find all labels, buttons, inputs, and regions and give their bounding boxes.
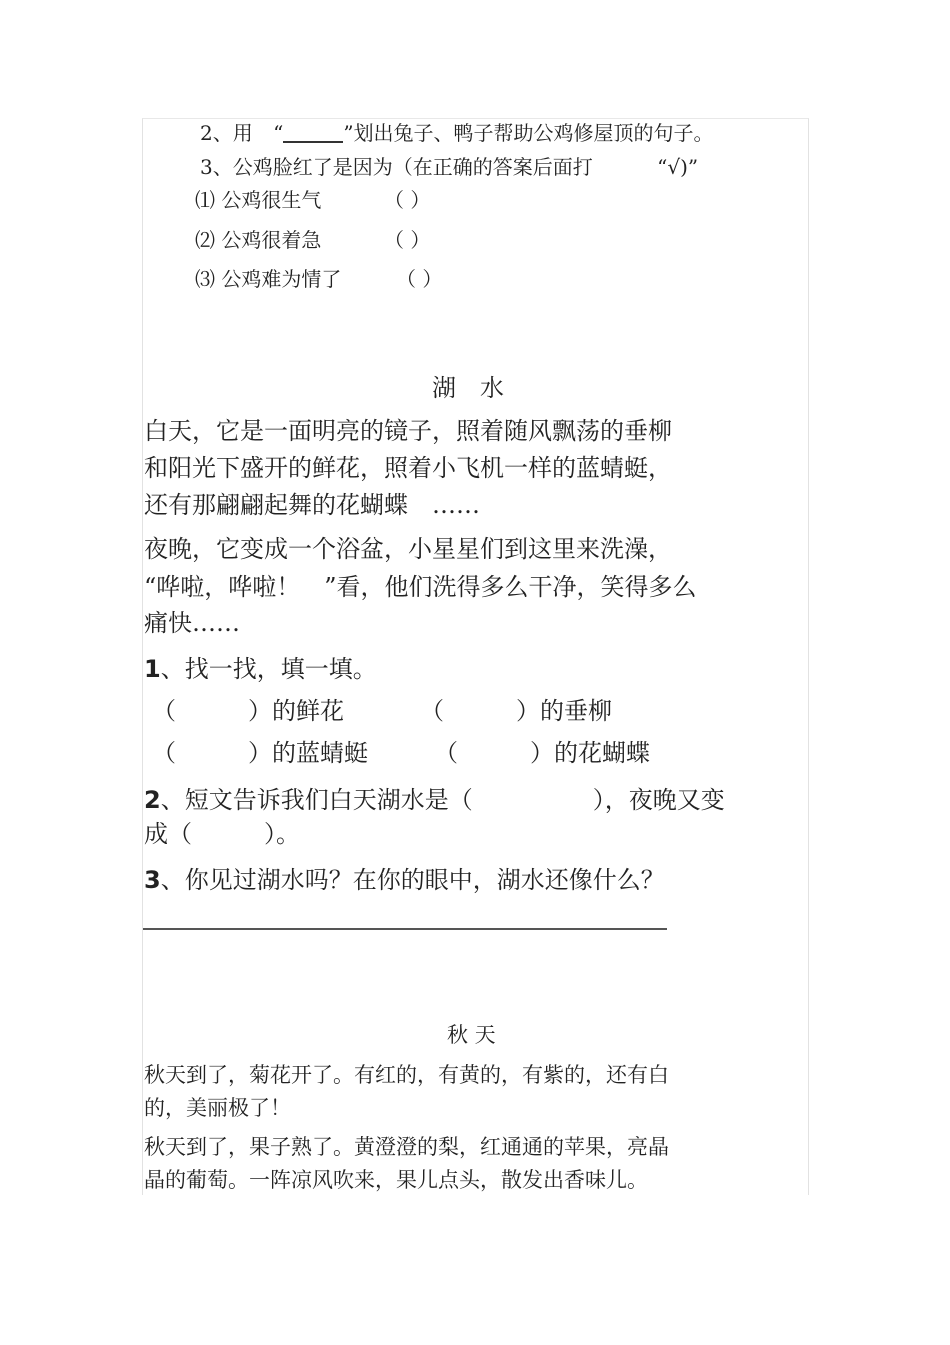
q2-open-quote: “ [273, 121, 284, 145]
question-number: 1 [144, 655, 161, 683]
option-2-paren[interactable]: （ ） [384, 228, 431, 252]
lake-para1-line1: 白天，它是一面明亮的镜子，照着随风飘荡的垂柳 [144, 417, 672, 445]
q2-prefix: 2、用 [200, 121, 253, 145]
fill-blank-4[interactable]: （ ）的花蝴蝶 [434, 739, 650, 767]
option-number: ⑵ [195, 228, 215, 252]
autumn-para2-line1: 秋天到了，果子熟了。黄澄澄的梨，红通通的苹果，亮晶 [144, 1135, 669, 1159]
question-3 [200, 157, 698, 177]
option-2 [195, 230, 321, 250]
option-1-paren[interactable]: （ ） [384, 188, 431, 212]
lake-question-3 [144, 868, 665, 892]
lake-question-2-line2: 成（ ）。 [144, 820, 300, 848]
question-number: 2 [144, 786, 161, 814]
lake-para1-line3: 还有那翩翩起舞的花蝴蝶 …… [144, 491, 480, 519]
option-3-paren[interactable]: （ ） [396, 267, 443, 291]
q2-close-quote: ” [343, 121, 354, 145]
question-2 [200, 123, 714, 143]
q3-check-mark: “√)” [657, 155, 699, 179]
answer-line[interactable] [143, 928, 667, 930]
autumn-para1-line1: 秋天到了，菊花开了。有红的，有黄的，有紫的，还有白 [144, 1063, 669, 1087]
lake-para2-line2: “哗啦，哗啦！ ”看，他们洗得多么干净，笑得多么 [144, 573, 697, 601]
autumn-para1-line2: 的，美丽极了！ [144, 1096, 291, 1120]
autumn-title: 秋 天 [447, 1023, 496, 1047]
q3-text: 3、公鸡脸红了是因为（在正确的答案后面打 [200, 155, 593, 179]
option-3 [195, 269, 341, 289]
option-text: 公鸡很着急 [221, 228, 322, 252]
fill-blank-1[interactable]: （ ）的鲜花 [152, 697, 344, 725]
option-text: 公鸡难为情了 [221, 267, 342, 291]
lake-para2-line1: 夜晚，它变成一个浴盆，小星星们到这里来洗澡， [144, 535, 672, 563]
lake-para2-line3: 痛快…… [144, 609, 240, 637]
lake-question-2 [144, 788, 725, 812]
question-text: 、短文告诉我们白天湖水是（ ），夜晚又变 [160, 786, 725, 814]
option-1 [195, 190, 321, 210]
fill-blank-3[interactable]: （ ）的蓝蜻蜓 [152, 739, 368, 767]
lake-para1-line2: 和阳光下盛开的鲜花，照着小飞机一样的蓝蜻蜓， [144, 454, 672, 482]
option-number: ⑴ [195, 188, 215, 212]
lake-title: 湖 水 [432, 374, 504, 402]
autumn-para2-line2: 晶的葡萄。一阵凉风吹来，果儿点头，散发出香味儿。 [144, 1168, 648, 1192]
option-text: 公鸡很生气 [221, 188, 322, 212]
question-text: 、找一找，填一填。 [160, 655, 377, 683]
fill-blank-2[interactable]: （ ）的垂柳 [420, 697, 612, 725]
lake-question-1 [144, 657, 377, 681]
option-number: ⑶ [195, 267, 215, 291]
question-number: 3 [144, 866, 161, 894]
underline-sample [283, 123, 343, 143]
question-text: 、你见过湖水吗？在你的眼中，湖水还像什么？ [160, 866, 665, 894]
q2-text: 划出兔子、鸭子帮助公鸡修屋顶的句子。 [353, 121, 714, 145]
